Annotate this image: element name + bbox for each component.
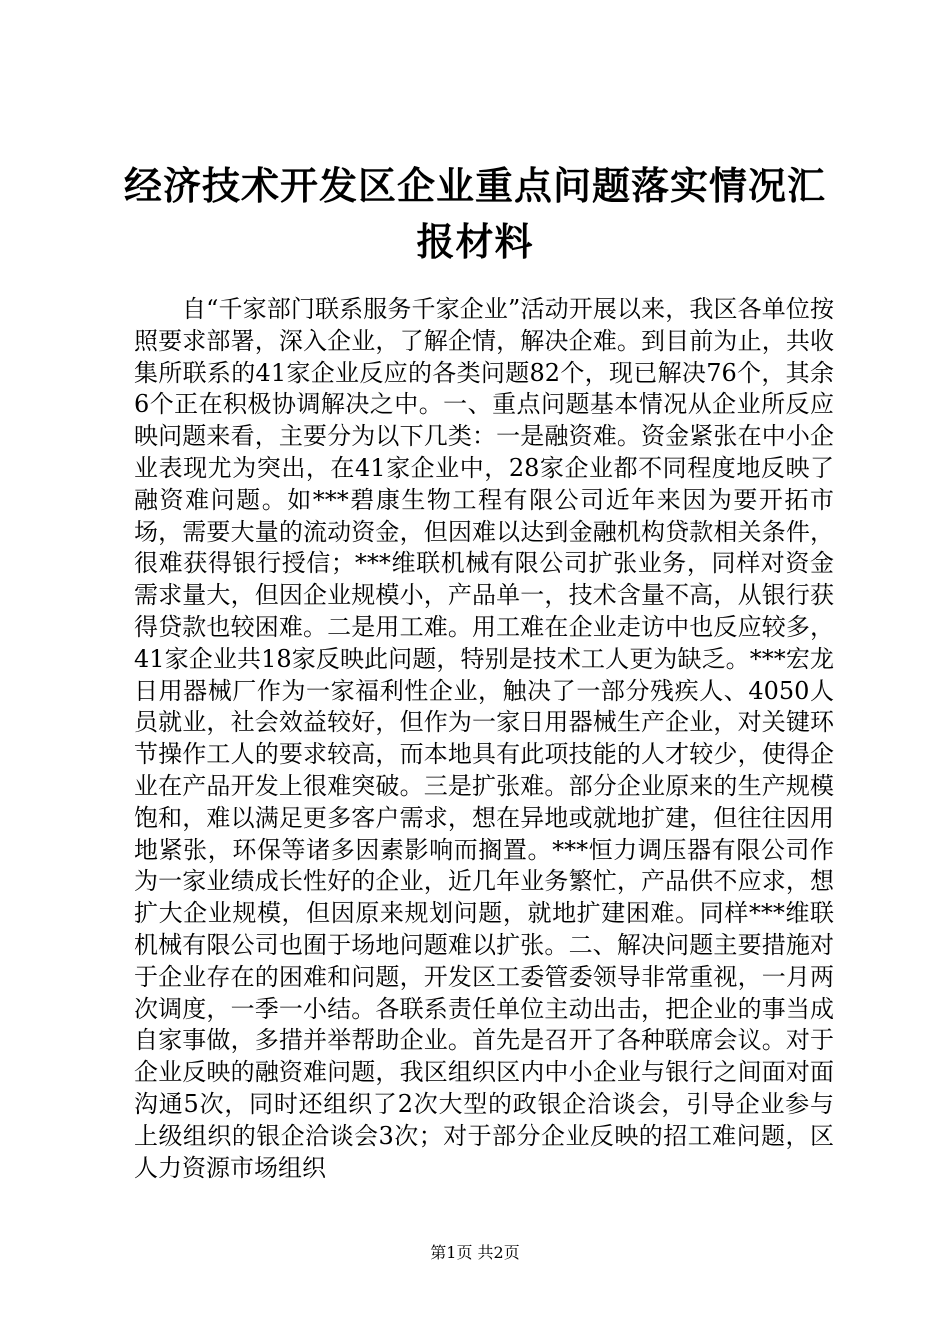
document-body-paragraph: 自“千家部门联系服务千家企业”活动开展以来，我区各单位按照要求部署，深入企业，了解企情，解决企难。到目前为止，共收集所联系的41家企业反应的各类问题82个，现已解决76个，其余6个正在积极协调解决之中。一、重点问题基本情况从企业所反应映问题来看，主要分为以下几类：一是融资难。资金紧张在中小企业表现尤为突出，在41家企业中，28家企业都不同程度地反映了融资难问题。如***碧康生物工程有限公司近年来因为要开拓市场，需要大量的流动资金，但因难以达到金融机构贷款相关条件，很难获得银行授信；***维联机械有限公司扩张业务，同样对资金需求量大，但因企业规模小，产品单一，技术含量不高，从银行获得贷款也较困难。二是用工难。用工难在企业走访中也反应较多，41家企业共18家反映此问题，特别是技术工人更为缺乏。***宏龙日用器械厂作为一家福利性企业，触决了一部分残疾人、4050人员就业，社会效益较好，但作为一家日用器械生产企业，对关键环节操作工人的要求较高，而本地具有此项技能的人才较少，使得企业在产品开发上很难突破。三是扩张难。部分企业原来的生产规模饱和，难以满足更多客户需求，想在异地或就地扩建，但往往因用地紧张，环保等诸多因素影响而搁置。***恒力调压器有限公司作为一家业绩成长性好的企业，近几年业务繁忙，产品供不应求，想扩大企业规模，但因原来规划问题，就地扩建困难。同样***维联机械有限公司也囿于场地问题难以扩张。二、解决问题主要措施对于企业存在的困难和问题，开发区工委管委领导非常重视，一月两次调度，一季一小结。各联系责任单位主动出击，把企业的事当成自家事做，多措并举帮助企业。首先是召开了各种联席会议。对于企业反映的融资难问题，我区组织区内中小企业与银行之间面对面沟通5次，同时还组织了2次大型的政银企洽谈会，引导企业参与上级组织的银企洽谈会3次；对于部分企业反映的招工难问题，区人力资源市场组织 — [134, 295, 834, 1182]
document-title: 经济技术开发区企业重点问题落实情况汇报材料 — [123, 163, 826, 264]
page-number-footer: 第1页 共2页 — [430, 1243, 520, 1262]
